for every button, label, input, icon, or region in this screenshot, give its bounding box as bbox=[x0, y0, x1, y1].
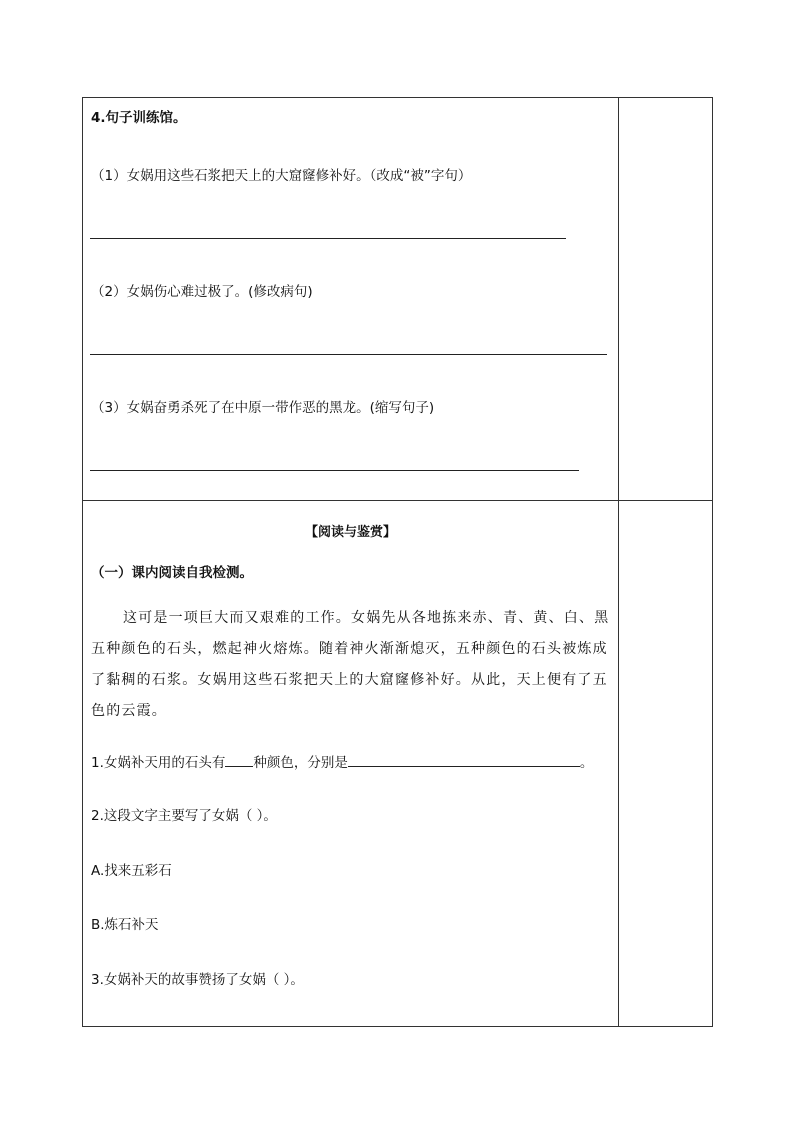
answer-line-1[interactable] bbox=[90, 238, 566, 239]
q1-prefix: 1.女娲补天用的石头有 bbox=[91, 755, 226, 771]
comprehension-question-1 bbox=[91, 753, 593, 772]
q1-middle: 种颜色，分别是 bbox=[253, 755, 348, 771]
worksheet-table bbox=[82, 97, 713, 1027]
comprehension-question-3: 3.女娲补天的故事赞扬了女娲（ ）。 bbox=[91, 972, 304, 988]
blank-colors[interactable] bbox=[348, 753, 580, 767]
section-subheading: （一）课内阅读自我检测。 bbox=[91, 565, 253, 581]
blank-count[interactable] bbox=[225, 753, 253, 767]
q1-suffix: 。 bbox=[579, 755, 594, 771]
passage-text: 这可是一项巨大而又艰难的工作。女娲先从各地拣来赤、青、黄、白、黑五种颜色的石头，燃起神火熔炼。随着神火渐渐熄灭，五种颜色的石头被炼成了黏稠的石浆。女娲用这些石浆把天上的大窟窿修补好。从此，天上便有了五色的云霞。 bbox=[91, 610, 610, 719]
section-title: 4.句子训练馆。 bbox=[91, 110, 187, 126]
row-divider bbox=[83, 500, 712, 501]
column-divider bbox=[618, 98, 619, 1026]
comprehension-question-2: 2.这段文字主要写了女娲（ ）。 bbox=[91, 808, 277, 824]
option-a: A.找来五彩石 bbox=[91, 863, 172, 879]
answer-line-3[interactable] bbox=[90, 470, 579, 471]
question-1: （1）女娲用这些石浆把天上的大窟窿修补好。（改成“被”字句） bbox=[91, 168, 472, 184]
option-b: B.炼石补天 bbox=[91, 917, 159, 933]
answer-line-2[interactable] bbox=[90, 354, 607, 355]
question-3: （3）女娲奋勇杀死了在中原一带作恶的黑龙。(缩写句子) bbox=[91, 400, 435, 416]
section-heading: 【阅读与鉴赏】 bbox=[304, 525, 396, 540]
reading-passage bbox=[91, 603, 613, 727]
question-2: （2）女娲伤心难过极了。(修改病句) bbox=[91, 284, 313, 300]
